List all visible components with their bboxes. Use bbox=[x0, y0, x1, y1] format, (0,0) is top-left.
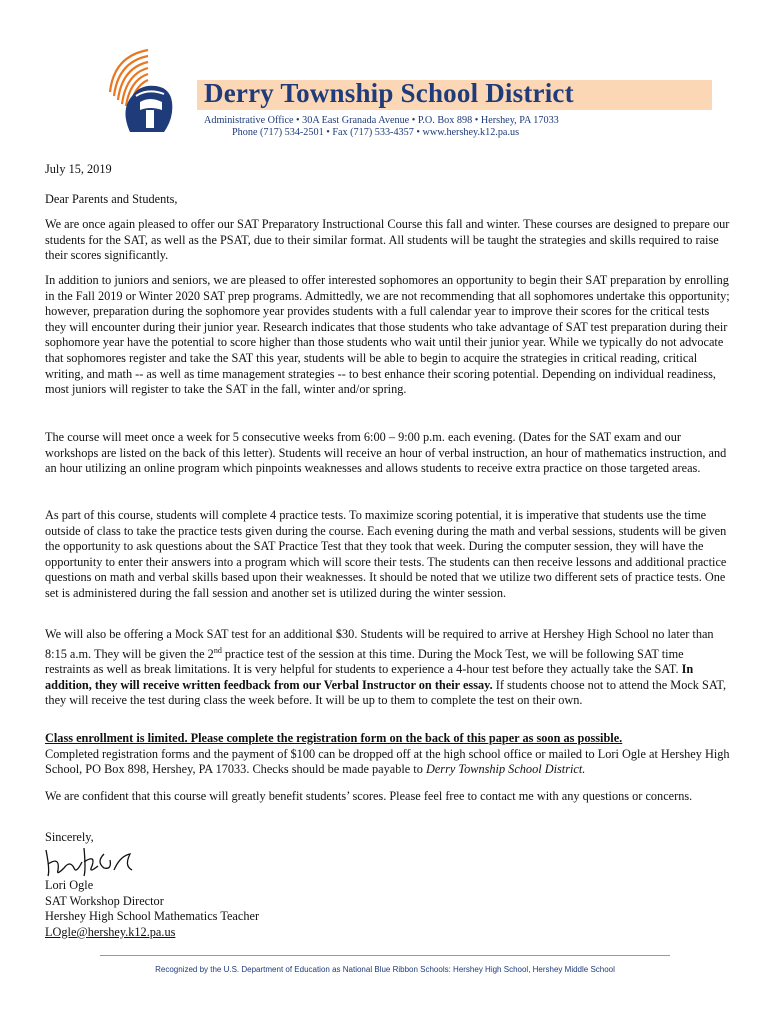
district-name: Derry Township School District bbox=[204, 78, 574, 108]
footer-recognition: Recognized by the U.S. Department of Education as National Blue Ribbon Schools: Hershey High School, Hershey Middle School bbox=[155, 965, 615, 974]
paragraph-1: We are once again pleased to offer our SAT Preparatory Instructional Course this fall and winter. These courses are designed to prepare our students for the SAT, as well as the PSAT, due to their similar format. All students will be taught the strategies and skills required to raise their scores significantly. bbox=[45, 217, 730, 263]
handwritten-signature-icon bbox=[40, 840, 140, 880]
letter-greeting: Dear Parents and Students, bbox=[45, 192, 178, 206]
paragraph-5-part-b: practice test of the session at this time. During the Mock Test, we will be following SAT time restraints as well as break limitations. It is very helpful for students to experience a 4-hour test before they actually take the SAT. bbox=[45, 646, 684, 677]
closing: Sincerely, bbox=[45, 830, 94, 844]
signer-title-1: SAT Workshop Director bbox=[45, 893, 164, 908]
payee-name: Derry Township School District. bbox=[425, 762, 586, 777]
paragraph-6 bbox=[45, 731, 730, 778]
signer-name: Lori Ogle bbox=[45, 878, 94, 892]
spartan-helmet-logo-icon bbox=[100, 40, 196, 136]
enrollment-notice: Class enrollment is limited. Please complete the registration form on the back of this paper as soon as possible. bbox=[45, 731, 623, 745]
signer-email-link[interactable]: LOgle@hershey.k12.pa.us bbox=[45, 924, 176, 939]
signature-block bbox=[45, 878, 259, 940]
paragraph-2: In addition to juniors and seniors, we are pleased to offer interested sophomores an opportunity to begin their SAT preparation by enrolling in the Fall 2019 or Winter 2020 SAT prep programs. Admittedly, we are not recommending that all sophomores undertake this opportunity; however, preparation during the sophomore year provides students with a full calendar year to improve their scores for the critical tests they will encounter during their junior year. Research indicates that those students who take advantage of SAT test preparation during their sophomore year have the potential to score higher than those students who wait until their junior year. While we typically do not advocate that sophomores register and take the SAT this year, students will be able to begin to acquire the strategies in critical reading, critical writing, and math -- as well as time management strategies -- to best enhance their scoring potential. Depending on individual readiness, most juniors will register to take the SAT in the fall, winter and/or spring. bbox=[45, 273, 730, 397]
paragraph-3: The course will meet once a week for 5 consecutive weeks from 6:00 – 9:00 p.m. each evening. (Dates for the SAT exam and our workshops are listed on the back of this letter). Students will receive an hour of verbal instruction, an hour of mathematics instruction, and an hour utilizing an online program which pinpoints weaknesses and allows students to receive extra practice on those targeted areas. bbox=[45, 430, 727, 476]
paragraph-5 bbox=[45, 627, 730, 709]
address-line-2: Phone (717) 534-2501 • Fax (717) 533-4357 • www.hershey.k12.pa.us bbox=[232, 127, 520, 138]
paragraph-7: We are confident that this course will greatly benefit students’ scores. Please feel free to contact me with any questions or concerns. bbox=[45, 789, 693, 803]
signer-title-2: Hershey High School Mathematics Teacher bbox=[45, 909, 260, 924]
ordinal-superscript: nd bbox=[213, 645, 222, 655]
essay-feedback-note: In addition, they will receive written feedback from our Verbal Instructor on their essay. bbox=[45, 662, 694, 692]
address-line-1: Administrative Office • 30A East Granada Avenue • P.O. Box 898 • Hershey, PA 17033 bbox=[204, 115, 559, 126]
paragraph-5-part-a: We will also be offering a Mock SAT test for an additional $30. Students will be required to arrive at Hershey High School no later than 8:15 a.m. They will be given the 2 bbox=[45, 627, 714, 661]
footer-divider bbox=[100, 955, 670, 956]
registration-instructions: Completed registration forms and the payment of $100 can be dropped off at the high school office or mailed to Lori Ogle at Hershey High School, PO Box 898, Hershey, PA 17033. Checks should be made payable to bbox=[45, 746, 730, 777]
paragraph-5-part-c: If students choose not to attend the Mock SAT, they will receive the test during class the week before. It will be up to them to complete the test on their own. bbox=[45, 677, 727, 708]
letter-date: July 15, 2019 bbox=[45, 162, 112, 176]
paragraph-4: As part of this course, students will complete 4 practice tests. To maximize scoring potential, it is imperative that students use the time outside of class to take the practice tests given during the course. Each evening during the math and verbal sessions, students will be given the opportunity to ask questions about the SAT Practice Test that they took that week. During the computer session, they will have the opportunity to enter their answers into a program which will score their tests. The students can then receive lessons and additional practice questions on math and verbal skills based upon their weaknesses. It should be noted that we utilize two different sets of practice tests. One set is administered during the fall session and another set is utilized during the winter session. bbox=[45, 508, 727, 600]
